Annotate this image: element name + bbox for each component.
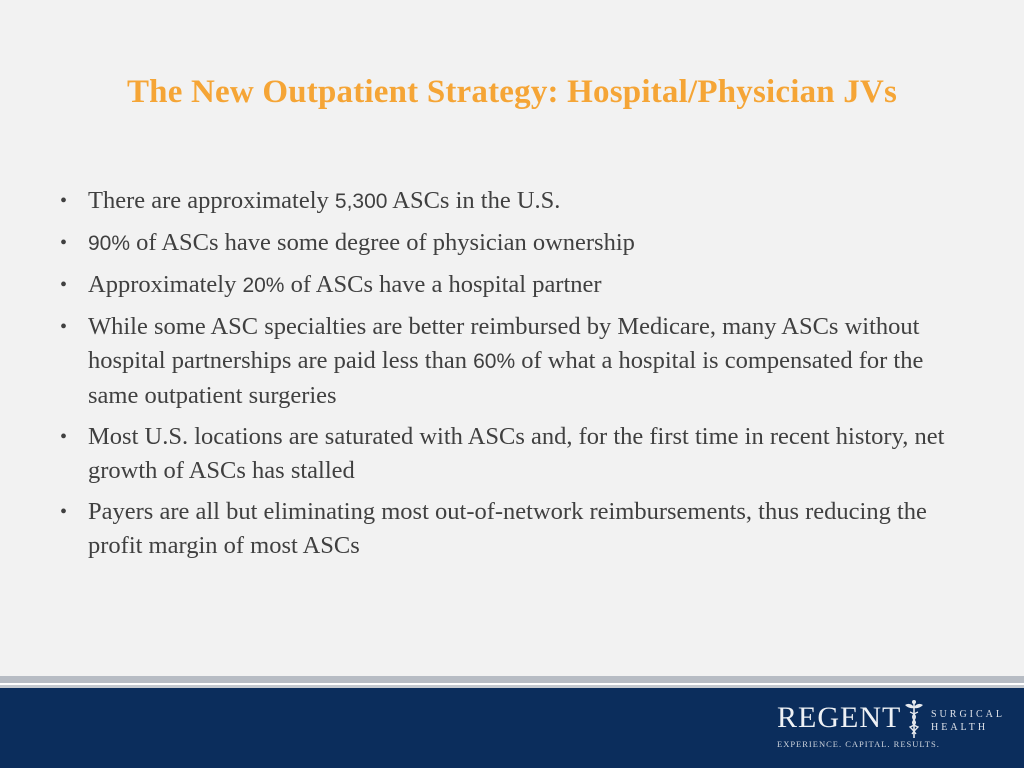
- caduceus-icon: [903, 699, 925, 739]
- bullet-item: [58, 184, 978, 219]
- bullet-item: [58, 495, 978, 563]
- bullet-marker: •: [60, 426, 68, 448]
- bullet-figure: 20%: [242, 274, 285, 297]
- logo-tagline: EXPERIENCE. CAPITAL. RESULTS.: [777, 739, 940, 749]
- bullet-text: Most U.S. locations are saturated with ASCs and, for the first time in recent history, net growth of ASCs has stalled: [88, 423, 945, 484]
- bullet-text: ASCs in the U.S.: [387, 187, 561, 214]
- bullet-item: [58, 420, 978, 488]
- bullet-list: [58, 184, 978, 570]
- bullet-marker: •: [60, 274, 68, 296]
- bullet-marker: •: [60, 501, 68, 523]
- bullet-marker: •: [60, 190, 68, 212]
- logo-wordmark: REGENT: [777, 701, 902, 734]
- bullet-item: [58, 310, 978, 413]
- bullet-text: of what a hospital is compensated for the same outpatient surgeries: [88, 347, 924, 409]
- logo-health-text: HEALTH: [931, 722, 989, 733]
- bullet-item: [58, 268, 978, 303]
- bullet-item: [58, 226, 978, 261]
- footer-divider: [0, 676, 1024, 683]
- regent-surgical-health-logo: [777, 697, 1007, 752]
- bullet-figure: 5,300: [334, 190, 388, 213]
- bullet-figure: 60%: [473, 350, 516, 373]
- bullet-marker: •: [60, 316, 68, 338]
- bullet-marker: •: [60, 232, 68, 254]
- bullet-text: of ASCs have a hospital partner: [284, 271, 602, 298]
- bullet-text: of ASCs have some degree of physician ownership: [130, 229, 635, 256]
- bullet-text: Payers are all but eliminating most out-of-network reimbursements, thus reducing the profit margin of most ASCs: [88, 498, 927, 559]
- slide-title: The New Outpatient Strategy: Hospital/Physician JVs: [126, 74, 898, 110]
- bullet-text: There are approximately: [88, 187, 335, 214]
- bullet-text: While some ASC specialties are better reimbursed by Medicare, many ASCs without hospital partnerships are paid less than: [88, 313, 920, 374]
- logo-surgical-text: SURGICAL: [931, 709, 1006, 720]
- bullet-text: Approximately: [88, 271, 243, 298]
- bullet-figure: 90%: [88, 232, 131, 255]
